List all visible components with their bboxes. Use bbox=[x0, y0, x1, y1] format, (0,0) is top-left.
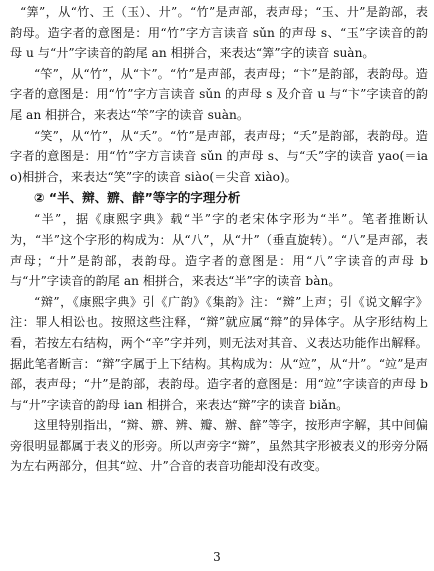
section-heading: ② “半、辬、辧、辪”等字的字理分析 bbox=[34, 190, 241, 206]
body-text bbox=[10, 2, 428, 477]
paragraph-suan-1: “筭”，从“竹、王（玉）、廾”。“竹”是声部，表声母；“玉、廾”是韵部，表韵母。造字者的意图是：用“竹”字方言读音 sǔn 的声母 s、“玉”字读音的韵母 u 与“廾”字读音的韵尾 an 相拼合，来表达“筭”字的读音 suàn。 bbox=[10, 5, 428, 61]
paragraph-note: 这里特别指出，“辬、辧、辨、瓣、辦、辪”等字，按形声字解，其中间偏旁很明显都属于表义的形旁。所以声旁字“辬”，虽然其字形被表义的形旁分隔为左右两部分，但其“竝、廾”合音的表音功能却没有改变。 bbox=[10, 418, 428, 474]
page-number: 3 bbox=[213, 550, 221, 564]
paragraph-bian: “辬”，《康熙字典》引《广韵》《集韵》注：“辬”上声；引《说文解字》注：罪人相讼也。按照这些注释，“辬”就应属“辩”的异体字。从字形结构上看，若按左右结构，两个“辛”字并列，则无法对其音、义表达功能作出解释。据此笔者断言：“辬”字属于上下结构。其构成为：从“竝”，从“廾”。“竝”是声部，表声母；“廾”是韵部，表韵母。造字者的意图是：用“竝”字读音的声母 b 与“廾”字读音的韵母 ian 相拼合，来表达“辬”字的读音 biǎn。 bbox=[10, 294, 428, 412]
paragraph-ban: “半”，据《康熙字典》载“半”字的老宋体字形为“半”。笔者推断认为，“半”这个字形的构成为：从“八”，从“廾”（垂直旋转）。“八”是声部，表声母；“廾”是韵部，表韵母。造字者的意图是：用“八”字读音的声母 b 与“廾”字读音的韵尾 an 相拼合，来表达“半”字的读音 bàn。 bbox=[10, 212, 428, 289]
paragraph-suan-2: “笇”，从“竹”，从“卞”。“竹”是声部，表声母；“卞”是韵部，表韵母。造字者的意图是：用“竹”字方言读音 sǔn 的声母 s 及介音 u 与“卞”字读音的韵尾 an 相拼合，来表达“笇”字的读音 suàn。 bbox=[10, 66, 428, 122]
paragraph-xiao: “笑”，从“竹”，从“夭”。“竹”是声部，表声母；“夭”是韵部，表韵母。造字者的意图是：用“竹”字方言读音 sǔn 的声母 s、与“夭”字的读音 yao(＝iao)相拼合，来表达“笑”字的读音 siào(＝尖音 xiào)。 bbox=[10, 128, 428, 184]
